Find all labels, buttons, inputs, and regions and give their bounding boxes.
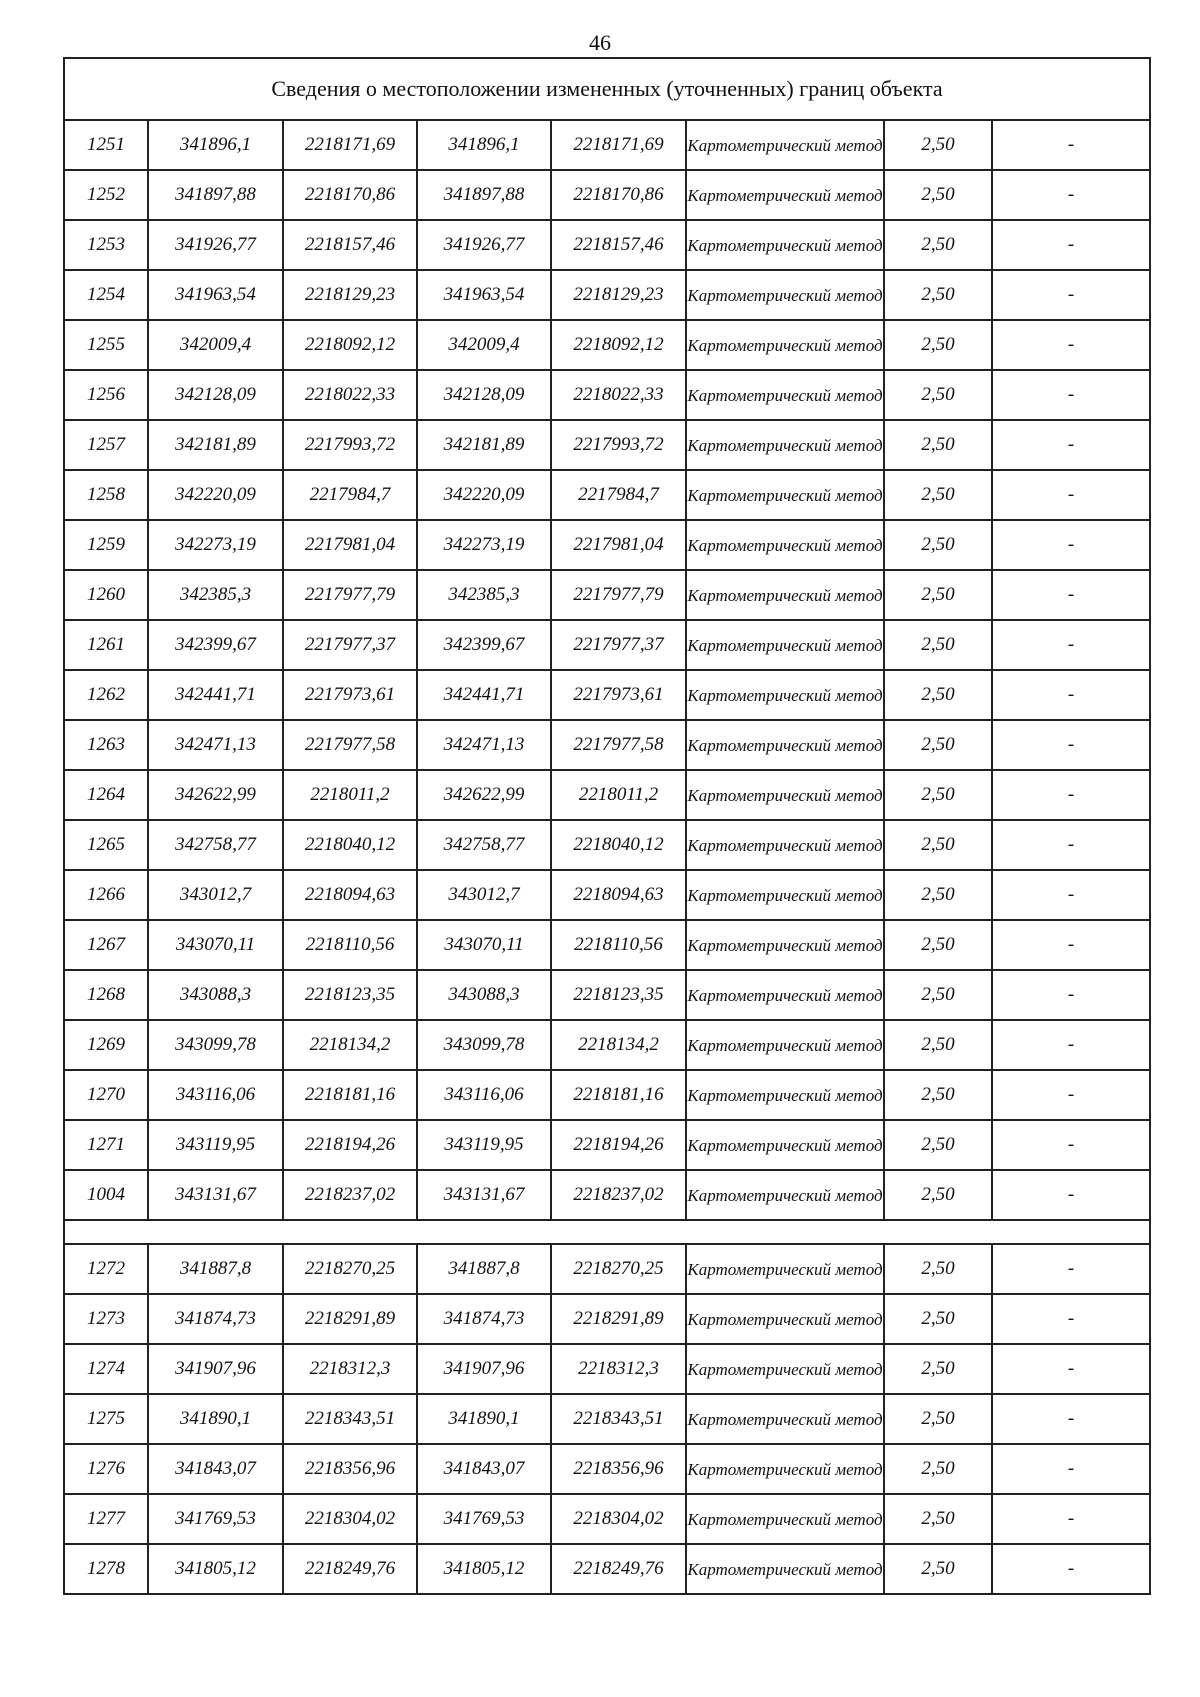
table-row bbox=[64, 1020, 1150, 1070]
existing-x-cell: 343099,78 bbox=[148, 1020, 283, 1070]
note-cell: - bbox=[992, 220, 1150, 270]
note-cell: - bbox=[992, 870, 1150, 920]
refined-y-cell: 2218291,89 bbox=[551, 1294, 686, 1344]
refined-y-cell: 2218157,46 bbox=[551, 220, 686, 270]
existing-y-cell: 2217977,79 bbox=[283, 570, 417, 620]
method-cell: Картометрический метод bbox=[686, 720, 884, 770]
existing-y-cell: 2217993,72 bbox=[283, 420, 417, 470]
point-number-cell: 1251 bbox=[64, 120, 148, 170]
existing-y-cell: 2218343,51 bbox=[283, 1394, 417, 1444]
accuracy-cell: 2,50 bbox=[884, 720, 992, 770]
note-cell: - bbox=[992, 120, 1150, 170]
refined-x-cell: 342622,99 bbox=[417, 770, 551, 820]
table-row bbox=[64, 520, 1150, 570]
accuracy-cell: 2,50 bbox=[884, 1020, 992, 1070]
note-cell: - bbox=[992, 170, 1150, 220]
point-number-cell: 1274 bbox=[64, 1344, 148, 1394]
accuracy-cell: 2,50 bbox=[884, 520, 992, 570]
accuracy-cell: 2,50 bbox=[884, 1394, 992, 1444]
accuracy-cell: 2,50 bbox=[884, 1170, 992, 1220]
method-cell: Картометрический метод bbox=[686, 1244, 884, 1294]
existing-x-cell: 342471,13 bbox=[148, 720, 283, 770]
boundary-coordinates-table bbox=[63, 57, 1151, 1595]
refined-y-cell: 2218123,35 bbox=[551, 970, 686, 1020]
existing-x-cell: 343116,06 bbox=[148, 1070, 283, 1120]
accuracy-cell: 2,50 bbox=[884, 420, 992, 470]
method-cell: Картометрический метод bbox=[686, 620, 884, 670]
existing-y-cell: 2218312,3 bbox=[283, 1344, 417, 1394]
point-number-cell: 1262 bbox=[64, 670, 148, 720]
method-cell: Картометрический метод bbox=[686, 420, 884, 470]
refined-y-cell: 2218304,02 bbox=[551, 1494, 686, 1544]
point-number-cell: 1261 bbox=[64, 620, 148, 670]
table-row bbox=[64, 1120, 1150, 1170]
existing-y-cell: 2218094,63 bbox=[283, 870, 417, 920]
method-cell: Картометрический метод bbox=[686, 1394, 884, 1444]
existing-x-cell: 341805,12 bbox=[148, 1544, 283, 1594]
table-row bbox=[64, 1294, 1150, 1344]
point-number-cell: 1273 bbox=[64, 1294, 148, 1344]
note-cell: - bbox=[992, 1494, 1150, 1544]
refined-x-cell: 342441,71 bbox=[417, 670, 551, 720]
table-row bbox=[64, 820, 1150, 870]
note-cell: - bbox=[992, 720, 1150, 770]
refined-x-cell: 341926,77 bbox=[417, 220, 551, 270]
note-cell: - bbox=[992, 1120, 1150, 1170]
existing-y-cell: 2218304,02 bbox=[283, 1494, 417, 1544]
existing-x-cell: 342181,89 bbox=[148, 420, 283, 470]
refined-y-cell: 2218356,96 bbox=[551, 1444, 686, 1494]
refined-y-cell: 2217977,37 bbox=[551, 620, 686, 670]
point-number-cell: 1253 bbox=[64, 220, 148, 270]
refined-y-cell: 2217973,61 bbox=[551, 670, 686, 720]
accuracy-cell: 2,50 bbox=[884, 870, 992, 920]
existing-x-cell: 342128,09 bbox=[148, 370, 283, 420]
method-cell: Картометрический метод bbox=[686, 220, 884, 270]
method-cell: Картометрический метод bbox=[686, 920, 884, 970]
existing-x-cell: 342441,71 bbox=[148, 670, 283, 720]
note-cell: - bbox=[992, 920, 1150, 970]
accuracy-cell: 2,50 bbox=[884, 1070, 992, 1120]
table-title-row bbox=[64, 58, 1150, 120]
refined-x-cell: 343131,67 bbox=[417, 1170, 551, 1220]
point-number-cell: 1268 bbox=[64, 970, 148, 1020]
refined-x-cell: 343012,7 bbox=[417, 870, 551, 920]
table-row bbox=[64, 770, 1150, 820]
refined-y-cell: 2217977,58 bbox=[551, 720, 686, 770]
accuracy-cell: 2,50 bbox=[884, 1494, 992, 1544]
refined-x-cell: 343088,3 bbox=[417, 970, 551, 1020]
table-row bbox=[64, 120, 1150, 170]
note-cell: - bbox=[992, 670, 1150, 720]
existing-x-cell: 341843,07 bbox=[148, 1444, 283, 1494]
table-row bbox=[64, 920, 1150, 970]
note-cell: - bbox=[992, 770, 1150, 820]
table-title: Сведения о местоположении измененных (уточненных) границ объекта bbox=[64, 58, 1150, 120]
method-cell: Картометрический метод bbox=[686, 970, 884, 1020]
accuracy-cell: 2,50 bbox=[884, 470, 992, 520]
existing-y-cell: 2217984,7 bbox=[283, 470, 417, 520]
point-number-cell: 1272 bbox=[64, 1244, 148, 1294]
table-row bbox=[64, 1444, 1150, 1494]
point-number-cell: 1278 bbox=[64, 1544, 148, 1594]
table-row bbox=[64, 1244, 1150, 1294]
table-row bbox=[64, 570, 1150, 620]
existing-x-cell: 341874,73 bbox=[148, 1294, 283, 1344]
point-number-cell: 1264 bbox=[64, 770, 148, 820]
refined-y-cell: 2218171,69 bbox=[551, 120, 686, 170]
existing-x-cell: 341926,77 bbox=[148, 220, 283, 270]
accuracy-cell: 2,50 bbox=[884, 120, 992, 170]
note-cell: - bbox=[992, 620, 1150, 670]
table-row bbox=[64, 670, 1150, 720]
accuracy-cell: 2,50 bbox=[884, 970, 992, 1020]
note-cell: - bbox=[992, 270, 1150, 320]
existing-y-cell: 2218356,96 bbox=[283, 1444, 417, 1494]
accuracy-cell: 2,50 bbox=[884, 1120, 992, 1170]
method-cell: Картометрический метод bbox=[686, 1170, 884, 1220]
point-number-cell: 1252 bbox=[64, 170, 148, 220]
accuracy-cell: 2,50 bbox=[884, 1244, 992, 1294]
point-number-cell: 1271 bbox=[64, 1120, 148, 1170]
existing-x-cell: 341890,1 bbox=[148, 1394, 283, 1444]
refined-x-cell: 341897,88 bbox=[417, 170, 551, 220]
refined-x-cell: 341805,12 bbox=[417, 1544, 551, 1594]
existing-x-cell: 342385,3 bbox=[148, 570, 283, 620]
method-cell: Картометрический метод bbox=[686, 1120, 884, 1170]
existing-y-cell: 2218170,86 bbox=[283, 170, 417, 220]
refined-y-cell: 2218129,23 bbox=[551, 270, 686, 320]
method-cell: Картометрический метод bbox=[686, 170, 884, 220]
existing-y-cell: 2218270,25 bbox=[283, 1244, 417, 1294]
note-cell: - bbox=[992, 1444, 1150, 1494]
existing-x-cell: 343012,7 bbox=[148, 870, 283, 920]
accuracy-cell: 2,50 bbox=[884, 1444, 992, 1494]
refined-x-cell: 341769,53 bbox=[417, 1494, 551, 1544]
refined-y-cell: 2218040,12 bbox=[551, 820, 686, 870]
existing-y-cell: 2218022,33 bbox=[283, 370, 417, 420]
method-cell: Картометрический метод bbox=[686, 1444, 884, 1494]
refined-y-cell: 2218094,63 bbox=[551, 870, 686, 920]
method-cell: Картометрический метод bbox=[686, 870, 884, 920]
note-cell: - bbox=[992, 1020, 1150, 1070]
accuracy-cell: 2,50 bbox=[884, 570, 992, 620]
refined-x-cell: 342181,89 bbox=[417, 420, 551, 470]
point-number-cell: 1269 bbox=[64, 1020, 148, 1070]
refined-x-cell: 342758,77 bbox=[417, 820, 551, 870]
existing-x-cell: 342622,99 bbox=[148, 770, 283, 820]
method-cell: Картометрический метод bbox=[686, 820, 884, 870]
note-cell: - bbox=[992, 420, 1150, 470]
point-number-cell: 1275 bbox=[64, 1394, 148, 1444]
existing-y-cell: 2218171,69 bbox=[283, 120, 417, 170]
existing-y-cell: 2217973,61 bbox=[283, 670, 417, 720]
refined-y-cell: 2218249,76 bbox=[551, 1544, 686, 1594]
table-row bbox=[64, 470, 1150, 520]
note-cell: - bbox=[992, 1394, 1150, 1444]
existing-x-cell: 341907,96 bbox=[148, 1344, 283, 1394]
note-cell: - bbox=[992, 570, 1150, 620]
refined-x-cell: 341874,73 bbox=[417, 1294, 551, 1344]
point-number-cell: 1254 bbox=[64, 270, 148, 320]
table-row bbox=[64, 320, 1150, 370]
note-cell: - bbox=[992, 1070, 1150, 1120]
point-number-cell: 1267 bbox=[64, 920, 148, 970]
refined-y-cell: 2217977,79 bbox=[551, 570, 686, 620]
point-number-cell: 1276 bbox=[64, 1444, 148, 1494]
refined-y-cell: 2217984,7 bbox=[551, 470, 686, 520]
point-number-cell: 1266 bbox=[64, 870, 148, 920]
existing-y-cell: 2218194,26 bbox=[283, 1120, 417, 1170]
note-cell: - bbox=[992, 1244, 1150, 1294]
point-number-cell: 1260 bbox=[64, 570, 148, 620]
table-row bbox=[64, 370, 1150, 420]
method-cell: Картометрический метод bbox=[686, 1544, 884, 1594]
existing-x-cell: 342758,77 bbox=[148, 820, 283, 870]
table-row bbox=[64, 620, 1150, 670]
method-cell: Картометрический метод bbox=[686, 1344, 884, 1394]
existing-x-cell: 343088,3 bbox=[148, 970, 283, 1020]
existing-x-cell: 341887,8 bbox=[148, 1244, 283, 1294]
accuracy-cell: 2,50 bbox=[884, 220, 992, 270]
existing-x-cell: 342399,67 bbox=[148, 620, 283, 670]
contour-separator-row bbox=[64, 1220, 1150, 1244]
table-row bbox=[64, 1544, 1150, 1594]
point-number-cell: 1258 bbox=[64, 470, 148, 520]
note-cell: - bbox=[992, 820, 1150, 870]
existing-y-cell: 2218123,35 bbox=[283, 970, 417, 1020]
table-row bbox=[64, 1070, 1150, 1120]
note-cell: - bbox=[992, 1170, 1150, 1220]
refined-x-cell: 343116,06 bbox=[417, 1070, 551, 1120]
table-row bbox=[64, 1170, 1150, 1220]
refined-x-cell: 341843,07 bbox=[417, 1444, 551, 1494]
accuracy-cell: 2,50 bbox=[884, 370, 992, 420]
table-row bbox=[64, 1394, 1150, 1444]
contour-separator-cell bbox=[64, 1220, 1150, 1244]
existing-y-cell: 2218040,12 bbox=[283, 820, 417, 870]
refined-y-cell: 2218022,33 bbox=[551, 370, 686, 420]
note-cell: - bbox=[992, 520, 1150, 570]
method-cell: Картометрический метод bbox=[686, 1494, 884, 1544]
refined-x-cell: 341890,1 bbox=[417, 1394, 551, 1444]
existing-y-cell: 2217977,37 bbox=[283, 620, 417, 670]
accuracy-cell: 2,50 bbox=[884, 1294, 992, 1344]
existing-y-cell: 2218237,02 bbox=[283, 1170, 417, 1220]
method-cell: Картометрический метод bbox=[686, 1070, 884, 1120]
accuracy-cell: 2,50 bbox=[884, 1344, 992, 1394]
refined-x-cell: 343099,78 bbox=[417, 1020, 551, 1070]
refined-y-cell: 2217993,72 bbox=[551, 420, 686, 470]
refined-x-cell: 342471,13 bbox=[417, 720, 551, 770]
existing-x-cell: 342220,09 bbox=[148, 470, 283, 520]
table-body bbox=[64, 58, 1150, 1594]
note-cell: - bbox=[992, 970, 1150, 1020]
table-row bbox=[64, 420, 1150, 470]
accuracy-cell: 2,50 bbox=[884, 670, 992, 720]
refined-y-cell: 2218270,25 bbox=[551, 1244, 686, 1294]
refined-x-cell: 341896,1 bbox=[417, 120, 551, 170]
existing-x-cell: 343119,95 bbox=[148, 1120, 283, 1170]
refined-x-cell: 343070,11 bbox=[417, 920, 551, 970]
method-cell: Картометрический метод bbox=[686, 1020, 884, 1070]
point-number-cell: 1265 bbox=[64, 820, 148, 870]
table-row bbox=[64, 1344, 1150, 1394]
refined-y-cell: 2218110,56 bbox=[551, 920, 686, 970]
existing-y-cell: 2218134,2 bbox=[283, 1020, 417, 1070]
refined-y-cell: 2218170,86 bbox=[551, 170, 686, 220]
method-cell: Картометрический метод bbox=[686, 1294, 884, 1344]
point-number-cell: 1256 bbox=[64, 370, 148, 420]
refined-x-cell: 341887,8 bbox=[417, 1244, 551, 1294]
refined-y-cell: 2218011,2 bbox=[551, 770, 686, 820]
refined-x-cell: 343119,95 bbox=[417, 1120, 551, 1170]
existing-x-cell: 343070,11 bbox=[148, 920, 283, 970]
refined-x-cell: 341963,54 bbox=[417, 270, 551, 320]
existing-y-cell: 2218129,23 bbox=[283, 270, 417, 320]
method-cell: Картометрический метод bbox=[686, 370, 884, 420]
existing-x-cell: 341963,54 bbox=[148, 270, 283, 320]
method-cell: Картометрический метод bbox=[686, 770, 884, 820]
page-number: 46 bbox=[589, 30, 611, 55]
table-row bbox=[64, 270, 1150, 320]
refined-x-cell: 342128,09 bbox=[417, 370, 551, 420]
existing-y-cell: 2218092,12 bbox=[283, 320, 417, 370]
method-cell: Картометрический метод bbox=[686, 320, 884, 370]
existing-y-cell: 2218157,46 bbox=[283, 220, 417, 270]
existing-y-cell: 2218011,2 bbox=[283, 770, 417, 820]
refined-x-cell: 342009,4 bbox=[417, 320, 551, 370]
existing-x-cell: 343131,67 bbox=[148, 1170, 283, 1220]
method-cell: Картометрический метод bbox=[686, 270, 884, 320]
refined-y-cell: 2218092,12 bbox=[551, 320, 686, 370]
note-cell: - bbox=[992, 370, 1150, 420]
note-cell: - bbox=[992, 1544, 1150, 1594]
method-cell: Картометрический метод bbox=[686, 470, 884, 520]
point-number-cell: 1255 bbox=[64, 320, 148, 370]
existing-x-cell: 342009,4 bbox=[148, 320, 283, 370]
method-cell: Картометрический метод bbox=[686, 520, 884, 570]
existing-x-cell: 341897,88 bbox=[148, 170, 283, 220]
table-row bbox=[64, 870, 1150, 920]
note-cell: - bbox=[992, 1294, 1150, 1344]
note-cell: - bbox=[992, 320, 1150, 370]
existing-y-cell: 2218291,89 bbox=[283, 1294, 417, 1344]
table-row bbox=[64, 970, 1150, 1020]
accuracy-cell: 2,50 bbox=[884, 620, 992, 670]
point-number-cell: 1270 bbox=[64, 1070, 148, 1120]
refined-x-cell: 342220,09 bbox=[417, 470, 551, 520]
table-row bbox=[64, 1494, 1150, 1544]
existing-x-cell: 341769,53 bbox=[148, 1494, 283, 1544]
existing-y-cell: 2218181,16 bbox=[283, 1070, 417, 1120]
refined-y-cell: 2218134,2 bbox=[551, 1020, 686, 1070]
point-number-cell: 1259 bbox=[64, 520, 148, 570]
accuracy-cell: 2,50 bbox=[884, 170, 992, 220]
refined-x-cell: 342273,19 bbox=[417, 520, 551, 570]
point-number-cell: 1263 bbox=[64, 720, 148, 770]
refined-y-cell: 2218312,3 bbox=[551, 1344, 686, 1394]
note-cell: - bbox=[992, 1344, 1150, 1394]
refined-y-cell: 2218194,26 bbox=[551, 1120, 686, 1170]
point-number-cell: 1004 bbox=[64, 1170, 148, 1220]
refined-x-cell: 341907,96 bbox=[417, 1344, 551, 1394]
table-row bbox=[64, 220, 1150, 270]
refined-y-cell: 2218181,16 bbox=[551, 1070, 686, 1120]
refined-x-cell: 342385,3 bbox=[417, 570, 551, 620]
existing-y-cell: 2218110,56 bbox=[283, 920, 417, 970]
accuracy-cell: 2,50 bbox=[884, 770, 992, 820]
point-number-cell: 1257 bbox=[64, 420, 148, 470]
accuracy-cell: 2,50 bbox=[884, 270, 992, 320]
table-row bbox=[64, 170, 1150, 220]
existing-y-cell: 2218249,76 bbox=[283, 1544, 417, 1594]
refined-y-cell: 2217981,04 bbox=[551, 520, 686, 570]
method-cell: Картометрический метод bbox=[686, 670, 884, 720]
note-cell: - bbox=[992, 470, 1150, 520]
method-cell: Картометрический метод bbox=[686, 120, 884, 170]
existing-x-cell: 341896,1 bbox=[148, 120, 283, 170]
refined-y-cell: 2218343,51 bbox=[551, 1394, 686, 1444]
accuracy-cell: 2,50 bbox=[884, 820, 992, 870]
existing-y-cell: 2217977,58 bbox=[283, 720, 417, 770]
accuracy-cell: 2,50 bbox=[884, 320, 992, 370]
accuracy-cell: 2,50 bbox=[884, 920, 992, 970]
existing-x-cell: 342273,19 bbox=[148, 520, 283, 570]
refined-y-cell: 2218237,02 bbox=[551, 1170, 686, 1220]
table-row bbox=[64, 720, 1150, 770]
accuracy-cell: 2,50 bbox=[884, 1544, 992, 1594]
point-number-cell: 1277 bbox=[64, 1494, 148, 1544]
method-cell: Картометрический метод bbox=[686, 570, 884, 620]
existing-y-cell: 2217981,04 bbox=[283, 520, 417, 570]
refined-x-cell: 342399,67 bbox=[417, 620, 551, 670]
